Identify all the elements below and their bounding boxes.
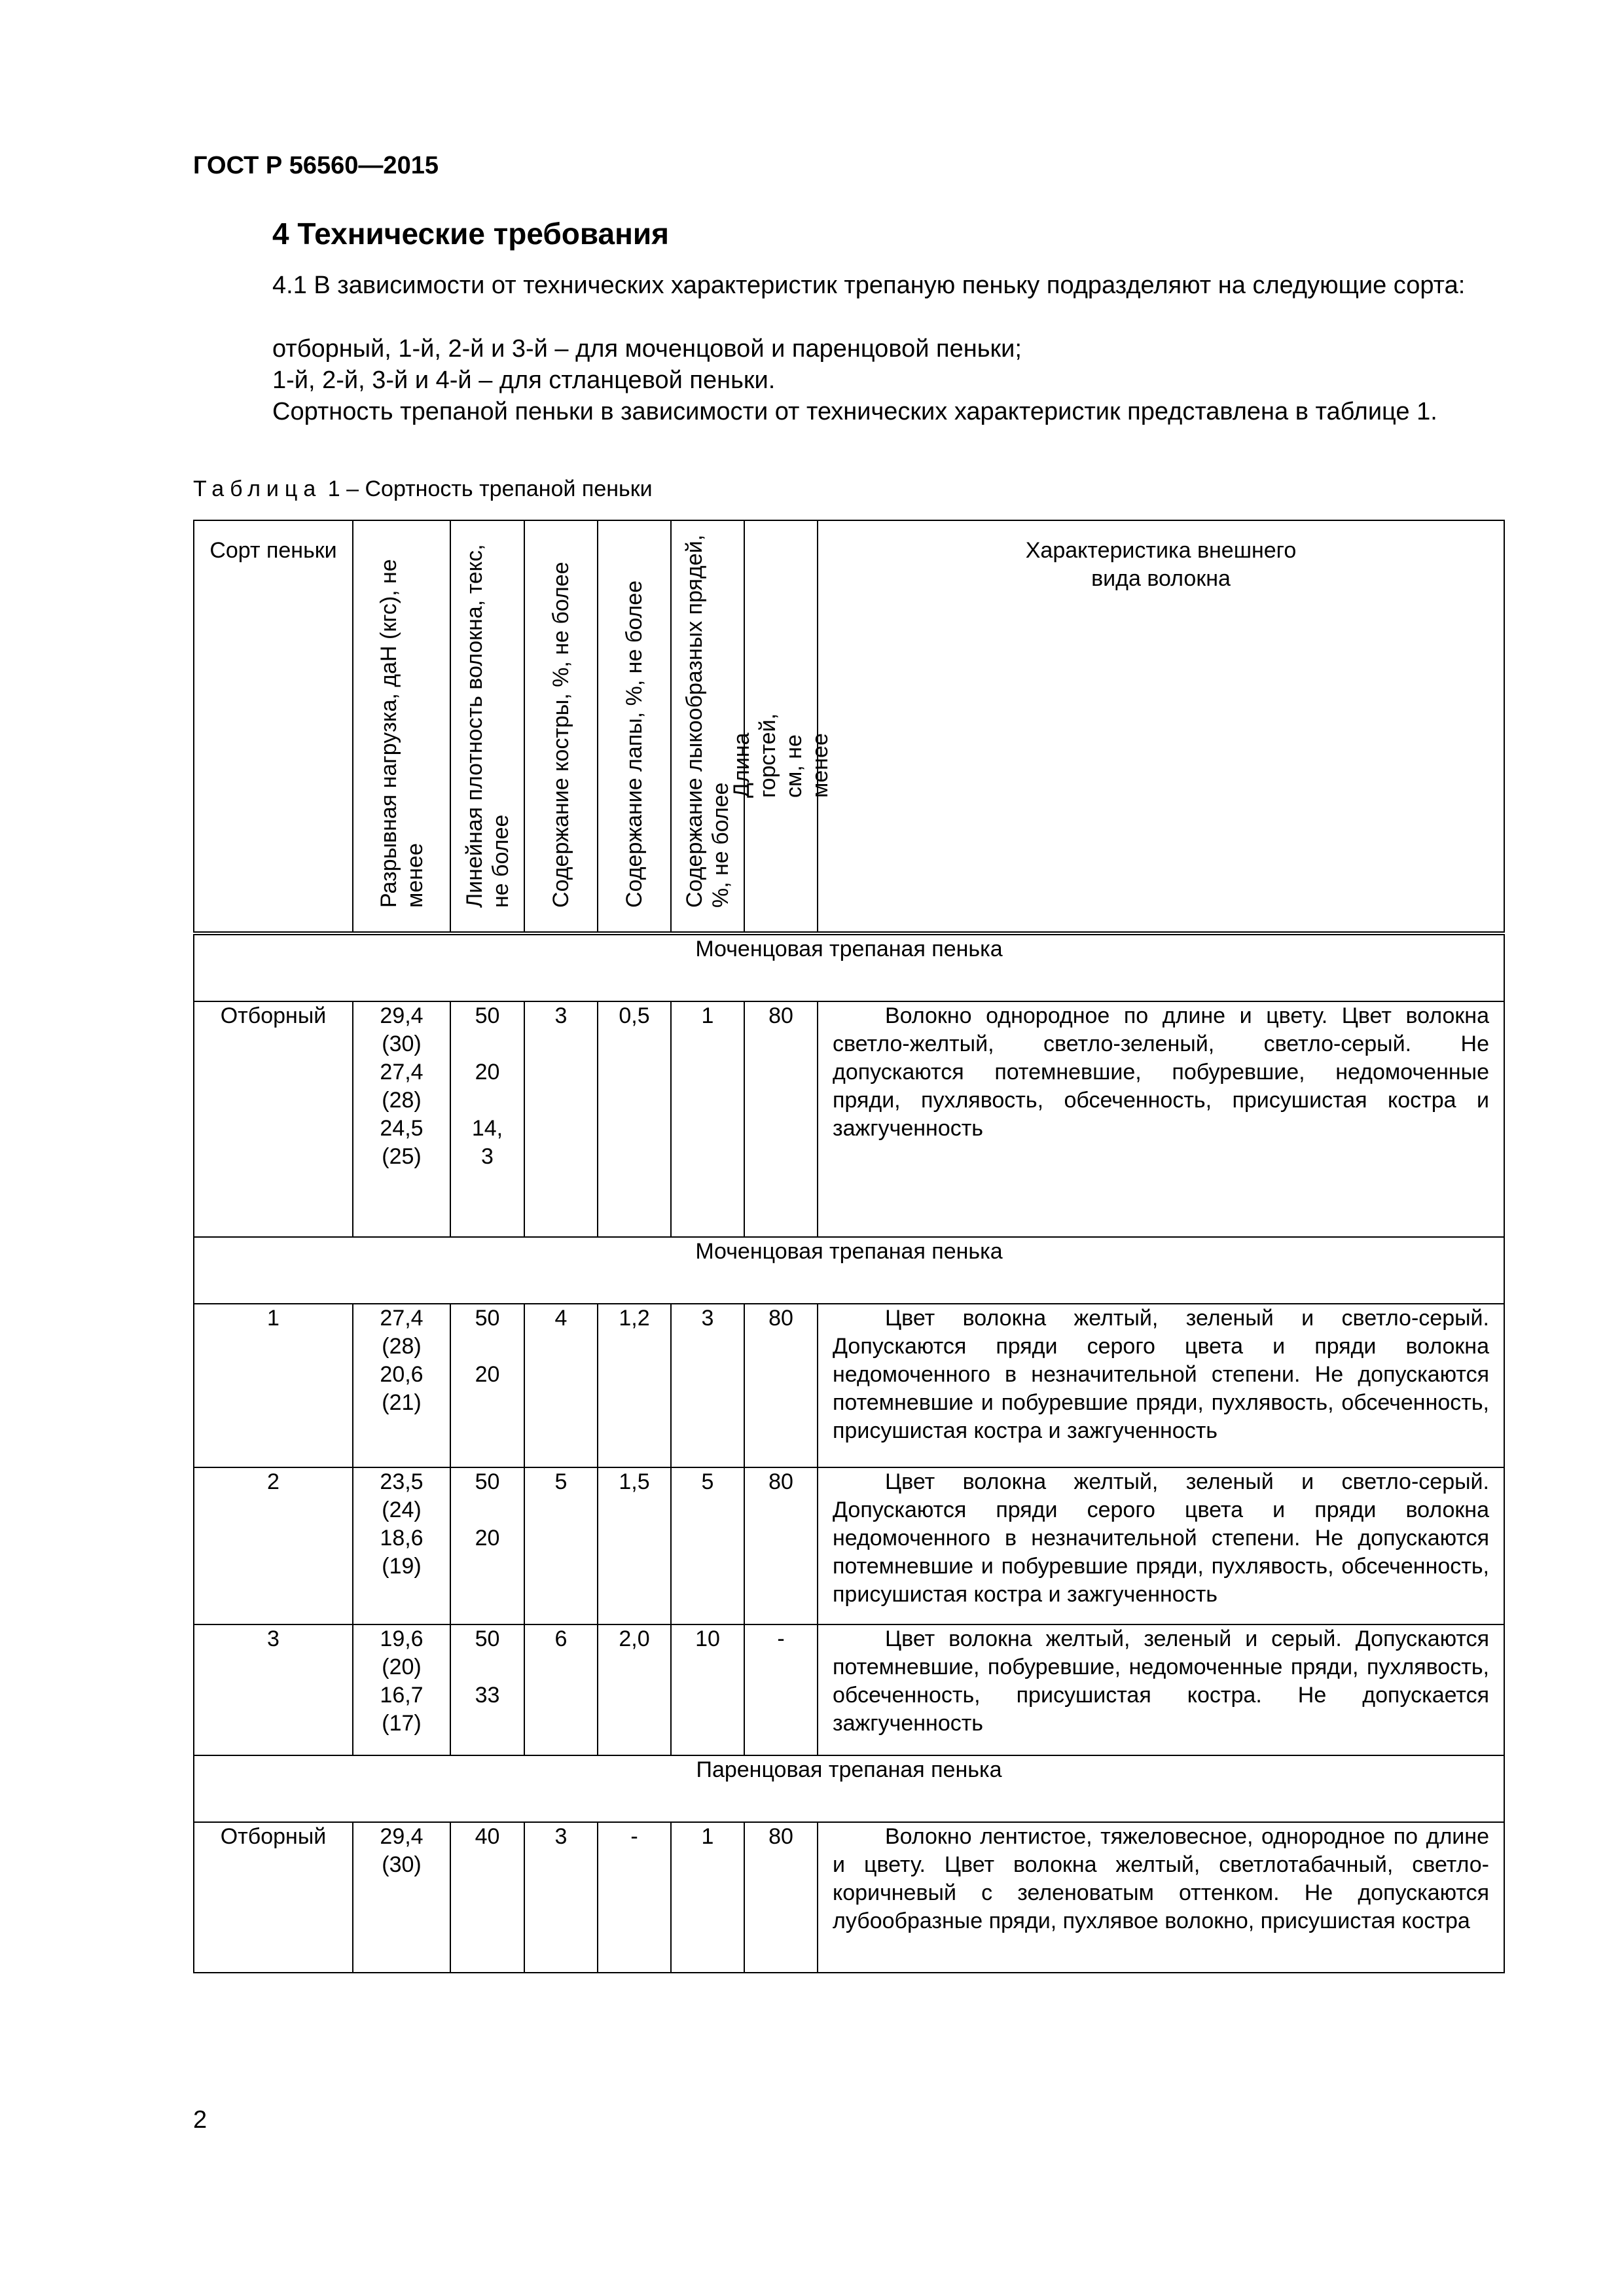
breaking-load-value: 29,4 — [380, 1003, 424, 1028]
document-code: ГОСТ Р 56560—2015 — [193, 152, 439, 179]
breaking-load-value: 18,6 — [380, 1526, 424, 1551]
linear-density-value: 20 — [475, 1362, 500, 1387]
breaking-load-value: 27,4 — [380, 1060, 424, 1085]
length-cell: 80 — [744, 1304, 818, 1467]
table-row — [194, 1822, 1504, 1973]
linear-density-value — [455, 1710, 520, 1738]
linear-density-value — [455, 1552, 520, 1581]
linear-density-value — [455, 1086, 520, 1115]
bast-cell: 1 — [671, 1001, 744, 1237]
table-row — [194, 1624, 1504, 1755]
linear-density-value — [455, 1496, 520, 1524]
page-number: 2 — [193, 2106, 208, 2134]
breaking-load-value: (20) — [382, 1655, 422, 1679]
linear-density-value — [455, 1333, 520, 1361]
breaking-load-value: (21) — [382, 1390, 422, 1415]
breaking-load-value: (19) — [382, 1554, 422, 1579]
header-shive-content: Содержание костры, %, не более — [524, 520, 598, 933]
length-cell: 80 — [744, 1822, 818, 1973]
bast-cell: 3 — [671, 1304, 744, 1467]
linear-density-cell — [450, 1001, 524, 1237]
shive-cell: 3 — [524, 1822, 598, 1973]
shive-cell: 6 — [524, 1624, 598, 1755]
lapa-cell: 2,0 — [598, 1624, 671, 1755]
breaking-load-value: (28) — [382, 1334, 422, 1359]
length-cell: 80 — [744, 1001, 818, 1237]
breaking-load-cell — [353, 1624, 450, 1755]
shive-cell: 5 — [524, 1467, 598, 1624]
section-title: 4 Технические требования — [272, 217, 669, 251]
section-row — [194, 933, 1504, 1001]
linear-density-value — [455, 1389, 520, 1417]
appearance-cell: Волокно однородное по длине и цвету. Цвет волокна светло-желтый, светло-зеленый, светло-серый. Не допускаются потемневшие, побуревшие, недомоченные пряди, пухлявость, обсеченность, присушистая костра и зажгученность — [818, 1001, 1504, 1237]
table-row — [194, 1467, 1504, 1624]
linear-density-cell — [450, 1624, 524, 1755]
linear-density-cell — [450, 1304, 524, 1467]
paragraph-grades-stlan: 1-й, 2-й, 3-й и 4-й – для стланцевой пеньки. — [272, 367, 776, 394]
grade-cell: 1 — [194, 1304, 353, 1467]
lapa-cell: 1,5 — [598, 1467, 671, 1624]
linear-density-value: 40 — [475, 1824, 500, 1849]
linear-density-cell — [450, 1822, 524, 1973]
lapa-cell: 0,5 — [598, 1001, 671, 1237]
grade-cell: 3 — [194, 1624, 353, 1755]
table-caption — [193, 476, 653, 502]
linear-density-value: 50 — [475, 1626, 500, 1651]
breaking-load-value: 27,4 — [380, 1306, 424, 1331]
breaking-load-value: (25) — [382, 1144, 422, 1169]
header-linear-density: Линейная плотность волокна, текс, не более — [450, 520, 524, 933]
linear-density-value: 33 — [475, 1683, 500, 1708]
bast-cell: 10 — [671, 1624, 744, 1755]
paragraph-grades-moch: отборный, 1-й, 2-й и 3-й – для моченцовой и паренцовой пеньки; — [272, 335, 1022, 363]
linear-density-value: 3 — [481, 1144, 494, 1169]
bast-cell: 1 — [671, 1822, 744, 1973]
linear-density-value: 14, — [471, 1116, 503, 1141]
breaking-load-cell — [353, 1001, 450, 1237]
header-breaking-load: Разрывная нагрузка, даН (кгс), не менее — [353, 520, 450, 933]
length-cell: - — [744, 1624, 818, 1755]
appearance-cell: Цвет волокна желтый, зеленый и светло-серый. Допускаются пряди серого цвета и пряди волокна недомоченного в незначительной степени. Не допускаются потемневшие и побуревшие пряди, пухлявость, обсеченность, присушистая костра и зажгученность — [818, 1304, 1504, 1467]
linear-density-value: 50 — [475, 1469, 500, 1494]
grade-cell: 2 — [194, 1467, 353, 1624]
section-title-cell: Моченцовая трепаная пенька — [194, 933, 1504, 1001]
breaking-load-cell — [353, 1822, 450, 1973]
appearance-cell: Цвет волокна желтый, зеленый и серый. Допускаются потемневшие, побуревшие, недомоченные пряди, пухлявость, обсеченность, присушистая костра. Не допускается зажгученность — [818, 1624, 1504, 1755]
section-row — [194, 1237, 1504, 1304]
breaking-load-value: 23,5 — [380, 1469, 424, 1494]
header-grade: Сорт пеньки — [194, 520, 353, 933]
linear-density-value: 20 — [475, 1060, 500, 1085]
breaking-load-value: (28) — [382, 1088, 422, 1113]
section-title-cell: Моченцовая трепаная пенька — [194, 1237, 1504, 1304]
table-caption-label: Таблица — [193, 476, 322, 501]
breaking-load-value: 19,6 — [380, 1626, 424, 1651]
header-appearance: Характеристика внешнего вида волокна — [818, 520, 1504, 933]
breaking-load-value: (24) — [382, 1498, 422, 1522]
shive-cell: 3 — [524, 1001, 598, 1237]
grade-cell: Отборный — [194, 1822, 353, 1973]
paragraph-4-1: 4.1 В зависимости от технических характеристик трепаную пеньку подразделяют на следующие сорта: — [272, 272, 1466, 299]
header-lapa-content: Содержание лапы, %, не более — [598, 520, 671, 933]
breaking-load-value: (30) — [382, 1031, 422, 1056]
grades-table — [193, 520, 1505, 1973]
linear-density-value: 50 — [475, 1306, 500, 1331]
breaking-load-value: 20,6 — [380, 1362, 424, 1387]
appearance-cell: Волокно лентистое, тяжеловесное, однородное по длине и цвету. Цвет волокна желтый, светлотабачный, светло-коричневый с зеленоватым оттенком. Не допускаются лубообразные пряди, пухлявое волокно, присушистая костра — [818, 1822, 1504, 1973]
breaking-load-value: (17) — [382, 1711, 422, 1736]
table-row — [194, 1304, 1504, 1467]
table-row — [194, 1001, 1504, 1237]
bast-cell: 5 — [671, 1467, 744, 1624]
table-caption-text: 1 – Сортность трепаной пеньки — [327, 476, 653, 501]
breaking-load-value: 24,5 — [380, 1116, 424, 1141]
linear-density-cell — [450, 1467, 524, 1624]
breaking-load-cell — [353, 1467, 450, 1624]
table-header-row — [194, 520, 1504, 933]
paragraph-table-ref: Сортность трепаной пеньки в зависимости от технических характеристик представлена в таблице 1. — [272, 398, 1437, 425]
linear-density-value — [455, 1030, 520, 1058]
length-cell: 80 — [744, 1467, 818, 1624]
lapa-cell: 1,2 — [598, 1304, 671, 1467]
linear-density-value: 50 — [475, 1003, 500, 1028]
section-title-cell: Паренцовая трепаная пенька — [194, 1755, 1504, 1822]
breaking-load-value: 29,4 — [380, 1824, 424, 1849]
linear-density-value: 20 — [475, 1526, 500, 1551]
grade-cell: Отборный — [194, 1001, 353, 1237]
linear-density-value — [455, 1653, 520, 1681]
table-body — [194, 933, 1504, 1973]
breaking-load-cell — [353, 1304, 450, 1467]
linear-density-value — [455, 1851, 520, 1879]
shive-cell: 4 — [524, 1304, 598, 1467]
breaking-load-value: 16,7 — [380, 1683, 424, 1708]
section-row — [194, 1755, 1504, 1822]
lapa-cell: - — [598, 1822, 671, 1973]
header-bast-content: Содержание лыкообразных прядей, %, не более — [671, 520, 744, 933]
appearance-cell: Цвет волокна желтый, зеленый и светло-серый. Допускаются пряди серого цвета и пряди волокна недомоченного в незначительной степени. Не допускаются потемневшие и побуревшие пряди, пухлявость, обсеченность, присушистая костра и зажгученность — [818, 1467, 1504, 1624]
header-handful-length: Длина горстей, см, не менее — [744, 520, 818, 933]
breaking-load-value: (30) — [382, 1852, 422, 1877]
